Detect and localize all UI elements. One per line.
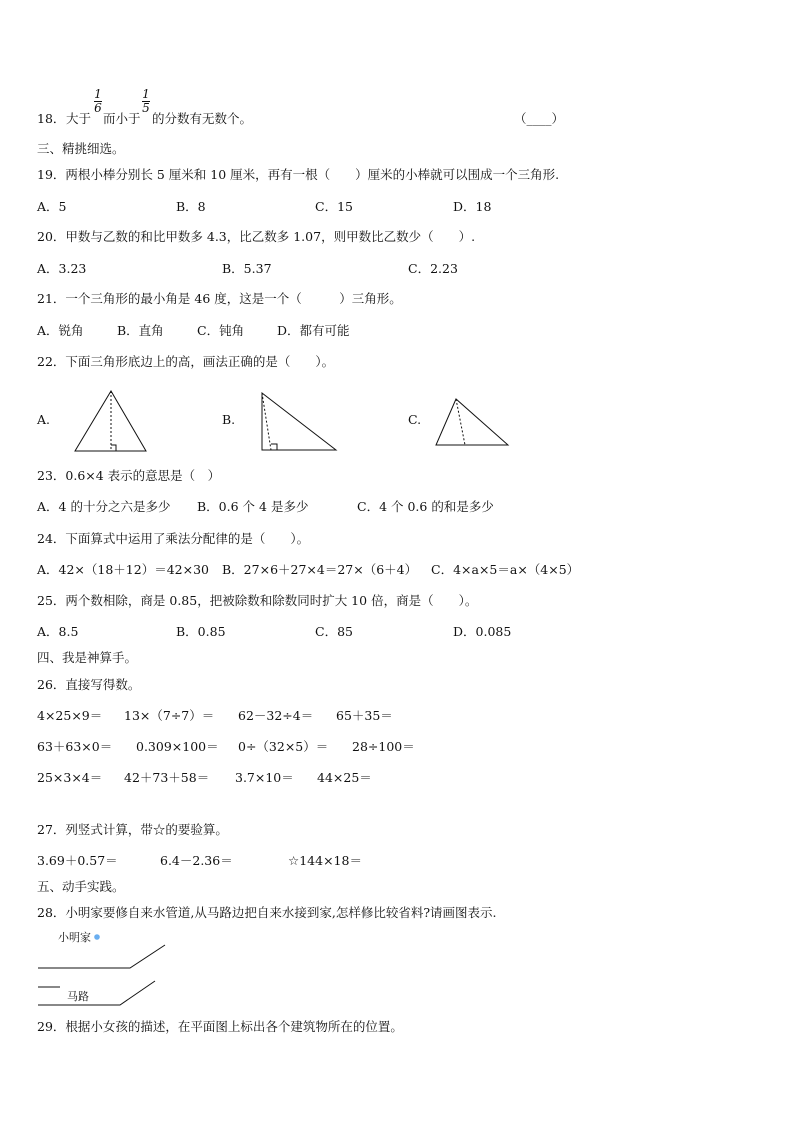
q18-text-part2: 而小于	[103, 111, 141, 126]
fraction-denominator: 5	[142, 101, 150, 115]
calc-item[interactable]: 0.309×100＝	[136, 739, 219, 754]
q19-option-c[interactable]: C．15	[315, 199, 353, 214]
q23-option-b[interactable]: B．0.6 个 4 是多少	[197, 499, 309, 514]
q21-option-c[interactable]: C．钝角	[197, 323, 245, 338]
q21-option-b[interactable]: B．直角	[117, 323, 164, 338]
q24-option-b[interactable]: B．27×6＋27×4＝27×（6＋4）	[222, 562, 418, 577]
question-26-text: 26．直接写得数。	[37, 677, 141, 692]
question-20-text: 20．甲数与乙数的和比甲数多 4.3，比乙数多 1.07，则甲数比乙数少（ ）.	[37, 229, 476, 244]
q20-option-b[interactable]: B．5.37	[222, 261, 272, 276]
road-upper-edge	[38, 945, 165, 968]
question-28-text: 28．小明家要修自来水管道,从马路边把自来水接到家,怎样修比较省料?请画图表示.	[37, 905, 497, 920]
calc-item[interactable]: 3.7×10＝	[235, 770, 294, 785]
q19-option-a[interactable]: A．5	[37, 199, 67, 214]
question-23-text: 23．0.6×4 表示的意思是（ ）	[37, 468, 221, 483]
calc-item[interactable]: 42＋73＋58＝	[124, 770, 210, 785]
q21-option-a[interactable]: A．锐角	[37, 323, 84, 338]
q18-text-part1: 大于	[66, 111, 92, 126]
section-3-heading: 三、精挑细选。	[37, 141, 125, 156]
q23-option-c[interactable]: C．4 个 0.6 的和是多少	[357, 499, 494, 514]
calc-item[interactable]: 62－32÷4＝	[238, 708, 314, 723]
q25-option-c[interactable]: C．85	[315, 624, 353, 639]
calc-item[interactable]: 4×25×9＝	[37, 708, 103, 723]
calc-item[interactable]: 63＋63×0＝	[37, 739, 113, 754]
q22-option-a[interactable]: A.	[37, 412, 51, 427]
q21-option-d[interactable]: D．都有可能	[277, 323, 350, 338]
q22-option-b[interactable]: B.	[222, 412, 236, 427]
q19-option-d[interactable]: D．18	[453, 199, 492, 214]
road-lower-edge	[38, 981, 155, 1005]
road-label: 马路	[67, 990, 89, 1003]
home-dot-icon	[94, 934, 100, 940]
question-29-text: 29．根据小女孩的描述，在平面图上标出各个建筑物所在的位置。	[37, 1019, 403, 1034]
question-24-text: 24．下面算式中运用了乘法分配律的是（ ）。	[37, 531, 310, 546]
calc-item[interactable]: 65＋35＝	[336, 708, 393, 723]
question-25-text: 25．两个数相除，商是 0.85，把被除数和除数同时扩大 10 倍，商是（ ）。	[37, 593, 478, 608]
vertical-calc-item[interactable]: ☆144×18＝	[288, 853, 362, 868]
fraction-numerator: 1	[94, 87, 102, 101]
calc-item[interactable]: 25×3×4＝	[37, 770, 103, 785]
calc-item[interactable]: 13×（7÷7）＝	[124, 708, 215, 723]
vertical-calc-item[interactable]: 3.69＋0.57＝	[37, 853, 118, 868]
q19-option-b[interactable]: B．8	[176, 199, 206, 214]
calc-item[interactable]: 0÷（32×5）＝	[238, 739, 329, 754]
fraction-numerator: 1	[142, 87, 150, 101]
question-22-text: 22．下面三角形底边上的高，画法正确的是（ ）。	[37, 354, 335, 369]
q25-option-a[interactable]: A．8.5	[37, 624, 79, 639]
q18-answer-blank[interactable]: （____）	[514, 111, 565, 126]
q24-option-c[interactable]: C．4×a×5＝a×（4×5）	[431, 562, 580, 577]
xiaoming-home-label: 小明家	[58, 931, 91, 944]
q18-text-part3: 的分数有无数个。	[152, 111, 253, 126]
question-27-text: 27．列竖式计算，带☆的要验算。	[37, 822, 228, 837]
q23-option-a[interactable]: A．4 的十分之六是多少	[37, 499, 171, 514]
fraction-denominator: 6	[94, 101, 102, 115]
calc-item[interactable]: 44×25＝	[317, 770, 372, 785]
question-21-text: 21．一个三角形的最小角是 46 度，这是一个（ ）三角形。	[37, 291, 402, 306]
calc-item[interactable]: 28÷100＝	[352, 739, 415, 754]
q20-option-c[interactable]: C．2.23	[408, 261, 458, 276]
section-5-heading: 五、动手实践。	[37, 879, 125, 894]
q20-option-a[interactable]: A．3.23	[37, 261, 87, 276]
q25-option-b[interactable]: B．0.85	[176, 624, 226, 639]
q25-option-d[interactable]: D．0.085	[453, 624, 512, 639]
q18-number: 18．	[37, 111, 66, 126]
question-19-text: 19．两根小棒分别长 5 厘米和 10 厘米，再有一根（ ）厘米的小棒就可以围成一个三角形.	[37, 167, 560, 182]
q24-option-a[interactable]: A．42×（18＋12）＝42×30	[37, 562, 210, 577]
section-4-heading: 四、我是神算手。	[37, 650, 138, 665]
vertical-calc-item[interactable]: 6.4－2.36＝	[160, 853, 233, 868]
q22-option-c[interactable]: C.	[408, 412, 422, 427]
